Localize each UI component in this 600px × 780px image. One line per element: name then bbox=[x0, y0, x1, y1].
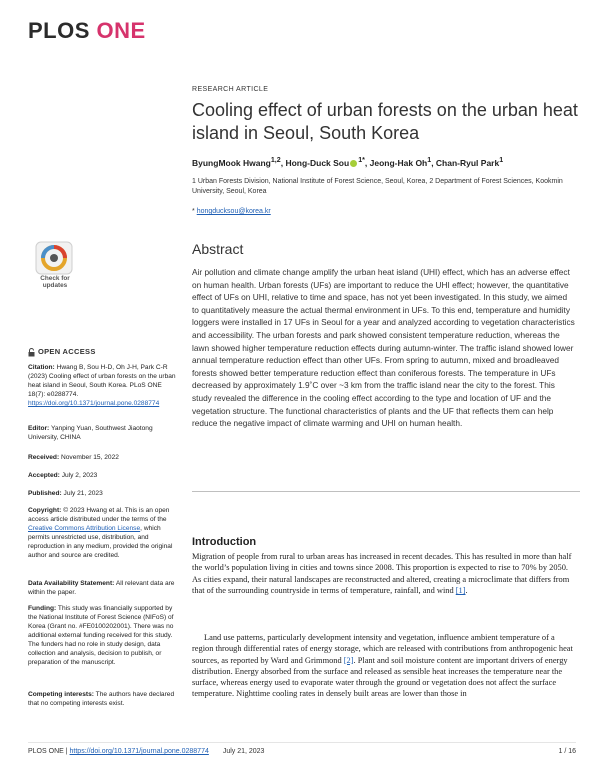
open-access-text: OPEN ACCESS bbox=[38, 347, 96, 356]
article-title: Cooling effect of urban forests on the urban heat island in Seoul, South Korea bbox=[192, 100, 578, 143]
intro-p1-text: Migration of people from rural to urban areas has increased in recent decades. This has resulted in more than half the world’s population living in cities and towns since 2008. This proportion is expected to rise to 70% by 2050. As cities expand, their natural landscapes are reconstructed and altered, creating a microclimate that differs from that of the surrounding countryside in terms of temperature, rainfall, and wind bbox=[192, 552, 572, 595]
page-number: 1 / 16 bbox=[558, 748, 576, 755]
orcid-icon[interactable] bbox=[350, 160, 357, 167]
journal-logo bbox=[28, 18, 146, 44]
received-block bbox=[28, 453, 176, 462]
corresponding-star: * bbox=[192, 208, 195, 215]
competing-interests-label: Competing interests: bbox=[28, 691, 94, 698]
abstract-heading: Abstract bbox=[192, 241, 244, 257]
intro-p2-rest: . Plant and soil moisture content are important drivers of energy distribution. Energy absorbed from the surface and released as sensible heat increases the temperature near the surface, whereas energy used to evaporate water through the ground or vegetation does not affect the surface temperature. Nighttime cooling rates in densely built areas are lower than those in bbox=[192, 655, 568, 699]
editor-text: Yanping Yuan, Southwest Jiaotong University, CHINA bbox=[28, 425, 153, 441]
reference-link-1[interactable]: [1] bbox=[455, 585, 466, 595]
author-name[interactable]: ByungMook Hwang bbox=[192, 157, 271, 168]
data-availability-text: All relevant data are within the paper. bbox=[28, 580, 175, 596]
accepted-date: July 2, 2023 bbox=[61, 472, 98, 479]
footer-journal: PLOS ONE bbox=[28, 748, 64, 755]
copyright-block bbox=[28, 506, 176, 560]
author-affil-sup: 1 bbox=[427, 156, 432, 164]
received-label: Received: bbox=[28, 454, 60, 461]
published-date: July 21, 2023 bbox=[63, 490, 103, 497]
page-footer bbox=[28, 748, 264, 755]
logo-one: ONE bbox=[96, 18, 146, 43]
author-name[interactable]: Chan-Ryul Park bbox=[435, 157, 500, 168]
open-lock-icon bbox=[28, 348, 35, 357]
editor-block bbox=[28, 424, 176, 442]
author-list: ByungMook Hwang$^{1,2}$, Hong-Duck Sou $^{1*}$, Jeong-Hak Oh$^1$, Chan-Ryul Park$^1$ bbox=[192, 156, 504, 168]
corresponding-marker: * bbox=[362, 156, 365, 164]
introduction-paragraph-2 bbox=[192, 632, 576, 700]
funding-label: Funding: bbox=[28, 605, 57, 612]
accepted-block bbox=[28, 471, 176, 480]
accepted-label: Accepted: bbox=[28, 472, 60, 479]
received-date: November 15, 2022 bbox=[61, 454, 119, 461]
corresponding-email-link[interactable]: hongducksou@korea.kr bbox=[196, 208, 271, 215]
data-availability-label: Data Availability Statement: bbox=[28, 580, 115, 587]
reference-link-2[interactable]: [2] bbox=[343, 655, 354, 665]
published-block bbox=[28, 489, 176, 498]
introduction-heading: Introduction bbox=[192, 536, 257, 548]
check-for-updates-label[interactable]: Check for updates bbox=[40, 275, 70, 289]
footer-date: July 21, 2023 bbox=[222, 748, 265, 755]
affiliations: 1 Urban Forests Division, National Institute of Forest Science, Seoul, Korea, 2 Department of Forest Sciences, Kookmin University, Seoul, Korea bbox=[192, 178, 563, 195]
citation-block bbox=[28, 363, 176, 408]
citation-text: Hwang B, Sou H-D, Oh J-H, Park C-R (2023) Cooling effect of urban forests on the urban heat island in Seoul, South Korea. PLoS ONE 18(7): e0288774. bbox=[28, 364, 176, 398]
published-label: Published: bbox=[28, 490, 62, 497]
corresponding-author bbox=[192, 208, 271, 215]
citation-label: Citation: bbox=[28, 364, 55, 371]
author-affil-sup: 1,2 bbox=[270, 156, 281, 164]
logo-plos: PLOS bbox=[28, 18, 90, 43]
author-name[interactable]: Jeong-Hak Oh bbox=[369, 157, 428, 168]
author-affil-sup: 1 bbox=[499, 156, 504, 164]
competing-interests-text: The authors have declared that no competing interests exist. bbox=[28, 691, 175, 707]
license-link[interactable]: Creative Commons Attribution License bbox=[28, 525, 141, 532]
copyright-rest: , which permits unrestricted use, distribution, and reproduction in any medium, provided the original author and source are credited. bbox=[28, 525, 173, 559]
citation-doi-link[interactable]: https://doi.org/10.1371/journal.pone.0288774 bbox=[28, 400, 160, 407]
updates-icon bbox=[28, 241, 80, 275]
copyright-text: © 2023 Hwang et al. This is an open access article distributed under the terms of the bbox=[28, 507, 170, 523]
funding-block bbox=[28, 604, 176, 667]
footer-doi-link[interactable]: https://doi.org/10.1371/journal.pone.0288774 bbox=[69, 748, 209, 755]
abstract-divider bbox=[192, 491, 580, 492]
author-name[interactable]: Hong-Duck Sou bbox=[285, 157, 350, 168]
intro-p1-end: . bbox=[465, 585, 468, 595]
footer-divider bbox=[28, 742, 576, 743]
article-type: RESEARCH ARTICLE bbox=[192, 86, 269, 93]
author-affil-sup: 1 bbox=[358, 156, 363, 164]
data-availability-block bbox=[28, 579, 176, 597]
abstract-text: Air pollution and climate change amplify the urban heat island (UHI) effect, which has an adverse effect on human health. Urban forests (UFs) are important to reduce the UHI effect; however, the quantitative effect of UFs on UHI, relative to time and space, has not yet been investigated. In this study, we aimed to quantitatively measure the actual thermal environment in UFs. To this end, temperature and humidity loggers were installed in 17 UFs in Seoul for a year and analyzed according to vegetation characteristics and accessibility. The urban forests and park showed consistent temperature reduction, whereas the lawn showed higher temperature reduction effects during autumn-winter. The traffic island showed lower annual temperature reduction effect than other UFs. From spring to autumn, mixed and broadleaved forests showed better temperature reduction effect than coniferous forests. The temperature in UFs decreased by approximately 1.9˚C over ~3 km from the traffic island near the city to the forest. This study revealed the difference in the cooling effect according to the type and location of UF and the vegetation structure. The functional characteristics of plants and the UF that reflects them can help reduce the negative impact of climate warming and UHI on human health. bbox=[192, 267, 575, 429]
footer-separator: | bbox=[63, 748, 70, 755]
funding-text: This study was financially supported by the National Institute of Forest Science (NIFoS) of Korea (Grant no. #FE0100202001). There was no additional external funding received for this study. The funders had no role in study design, data collection and analysis, decision to publish, or preparation of the manuscript. bbox=[28, 605, 174, 666]
competing-interests-block bbox=[28, 690, 176, 708]
open-access-label bbox=[28, 347, 96, 357]
editor-label: Editor: bbox=[28, 425, 50, 432]
intro-p2-text: Land use patterns, particularly development intensity and vegetation, influence ambient temperature of a region through differential rates of energy storage, which are released with contributions from anthropogenic heat sources, as reported by Ward and Grimmond bbox=[192, 633, 573, 665]
introduction-paragraph-1 bbox=[192, 551, 576, 596]
copyright-label: Copyright: bbox=[28, 507, 62, 514]
